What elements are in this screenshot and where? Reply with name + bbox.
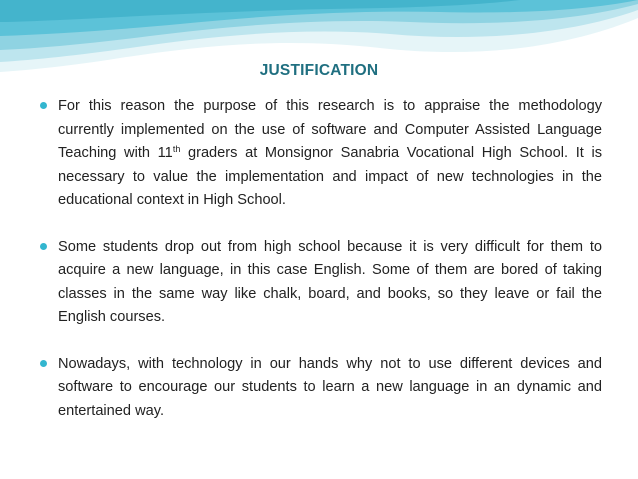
bullet-text-1-part-b: graders at Monsignor Sanabria Vocational High School. It is necessary to value the implementation and impact of new technologies in the educational context in High School. <box>58 145 602 208</box>
bullet-dot-icon <box>40 243 47 250</box>
superscript-th: th <box>172 144 181 154</box>
bullet-text-3: Nowadays, with technology in our hands why not to use different devices and software to encourage our students to learn a new language in an dynamic and entertained way. <box>58 355 602 419</box>
slide-title-text: JUSTIFICATION <box>259 62 379 79</box>
bullet-dot-icon <box>40 360 47 367</box>
bullet-text-2: Some students drop out from high school because it is very difficult for them to acquire a new language, in this case English. Some of them are bored of taking classes in the same way like chalk, board, and books, so they leave or fail the English courses. <box>58 238 602 325</box>
bullet-dot-icon <box>40 102 47 109</box>
bullet-text-1 <box>58 95 602 213</box>
bullet-list <box>40 95 602 423</box>
bullet-item-1 <box>40 95 602 213</box>
bullet-item-3 <box>40 353 602 424</box>
bullet-item-2 <box>40 236 602 330</box>
bullet-text-1-part-a: For this reason the purpose of this research is to appraise the methodology currently implemented on the use of software and Computer Assisted Language Teaching with 11 <box>58 98 602 161</box>
slide-title <box>0 62 638 80</box>
